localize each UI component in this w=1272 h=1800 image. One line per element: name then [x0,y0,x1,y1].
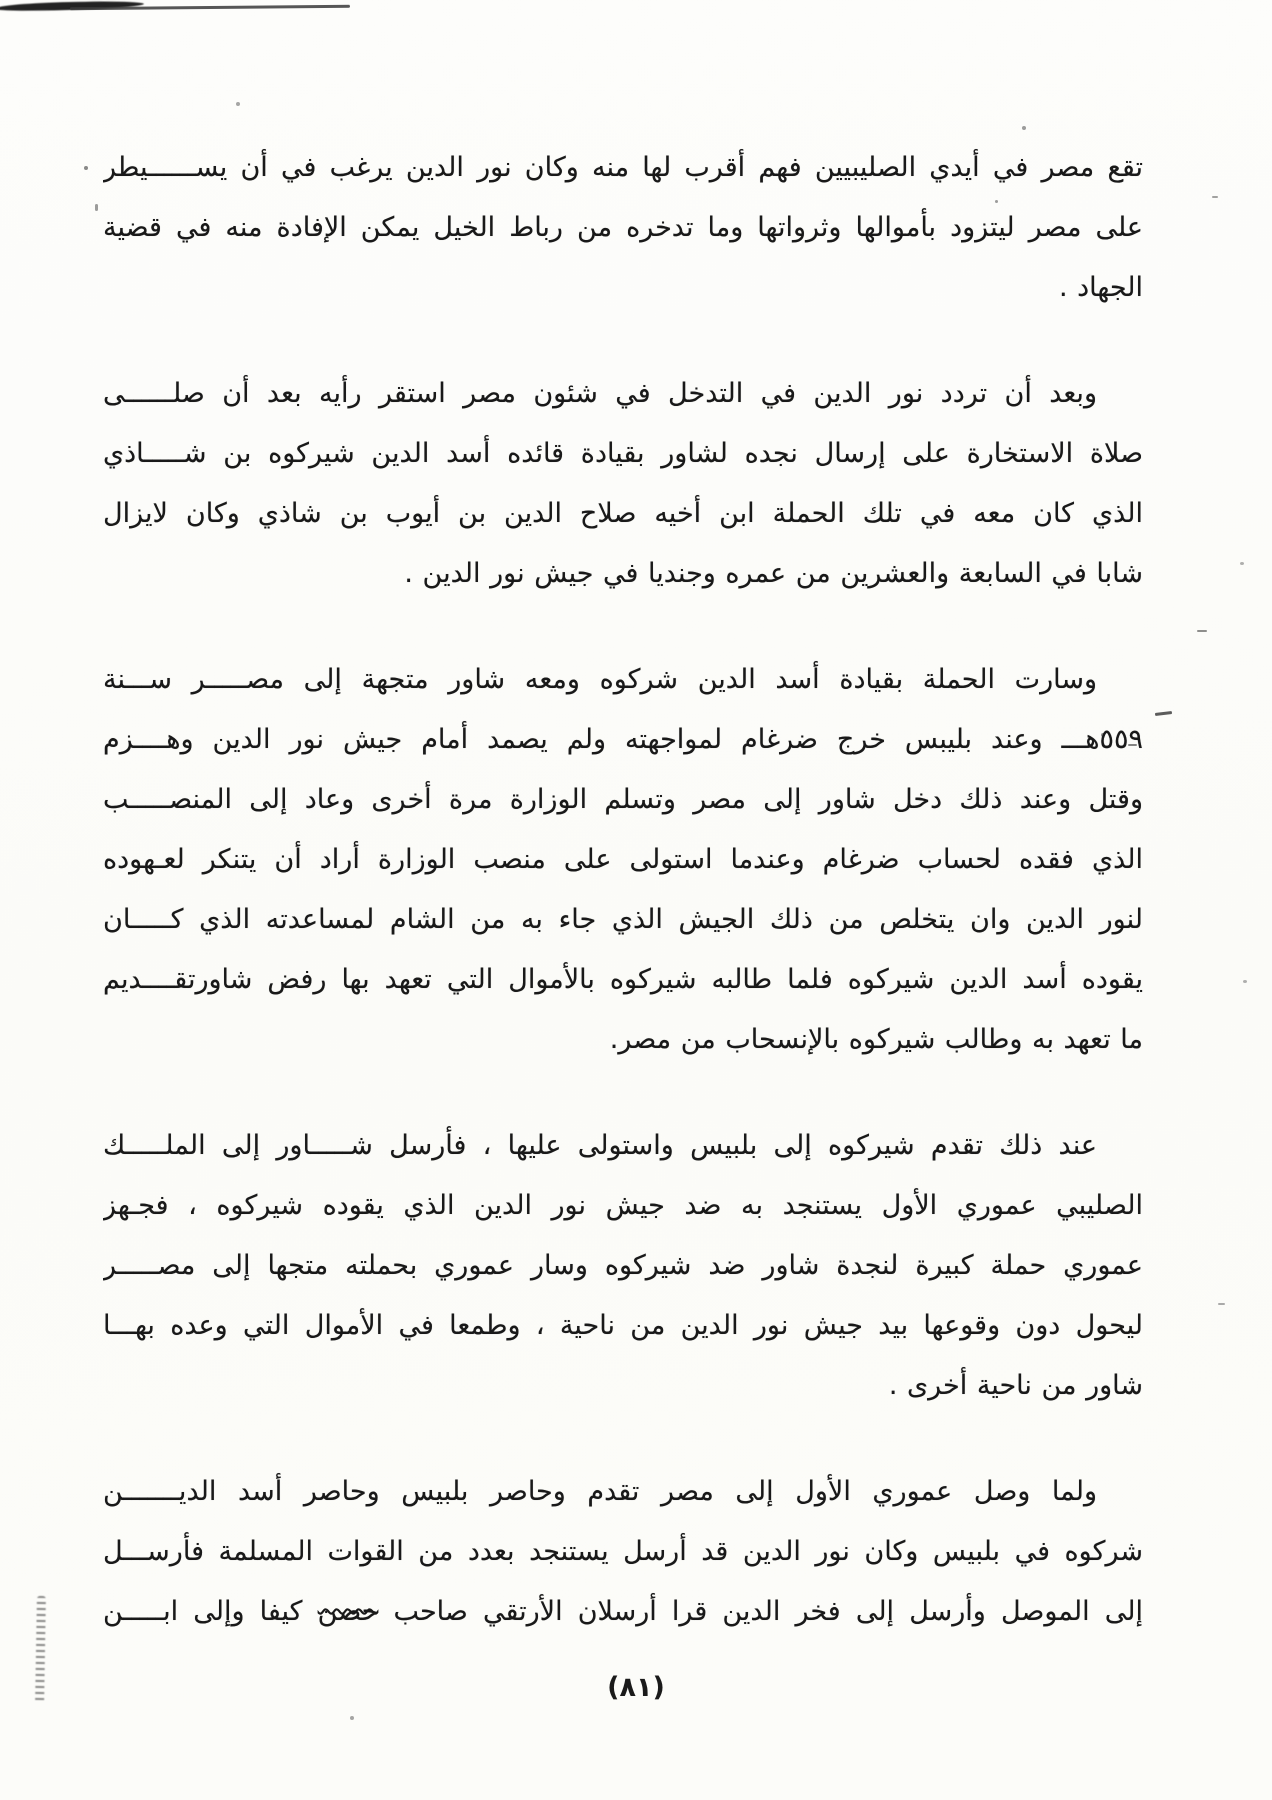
text-line: شابا في السابعة والعشرين من عمره وجنديا في جيش نور الدين . [404,558,1143,589]
struck-word: حصن [317,1596,379,1627]
text-line: شركوه في بلبيس وكان نور الدين قد أرسل يستنجد بعدد من القوات المسلمة فأرســـل [103,1536,1143,1567]
paragraph [103,1462,1143,1642]
text-line [103,1582,1143,1642]
scan-speck [84,166,88,170]
text-segment: إلى الموصل وأرسل إلى فخر الدين قرا أرسلان الأرتقي صاحب [378,1596,1143,1627]
text-line: الذي فقده لحساب ضرغام وعندما استولى على منصب الوزارة أراد أن يتنكر لعـهوده [103,844,1143,875]
margin-dash [1197,630,1207,632]
margin-dash [1218,1303,1225,1305]
scan-speck [95,204,98,211]
paragraph [103,364,1143,604]
scan-speck [1240,562,1244,565]
text-line: يقوده أسد الدين شيركوه فلما طالبه شيركوه بالأموال التي تعهد بها رفض شاورتقــــديم [103,964,1143,995]
text-line: الذي كان معه في تلك الحملة ابن أخيه صلاح الدين بن أيوب بن شاذي وكان لايزال [103,498,1143,529]
text-line: ليحول دون وقوعها بيد جيش نور الدين من ناحية ، وطمعا في الأموال التي وعده بهـــا [103,1310,1143,1341]
paragraph [103,1116,1143,1416]
text-line: وبعد أن تردد نور الدين في التدخل في شئون مصر استقر رأيه بعد أن صلــــــى [103,378,1097,409]
text-line: شاور من ناحية أخرى . [888,1370,1143,1401]
scan-speck [1022,126,1026,130]
text-line: صلاة الاستخارة على إرسال نجده لشاور بقيادة قائده أسد الدين شيركوه بن شـــــاذي [103,438,1143,469]
text-line: الصليبي عموري الأول يستنجد به ضد جيش نور الدين الذي يقوده شيركوه ، فجـهز [103,1190,1143,1221]
text-line: ما تعهد به وطالب شيركوه بالإنسحاب من مصر. [609,1024,1143,1055]
scan-speck [350,1716,354,1720]
scan-speck [1243,980,1247,983]
text-line: الجهاد . [1058,272,1143,303]
text-line: على مصر ليتزود بأموالها وثرواتها وما تدخره من رباط الخيل يمكن الإفادة منه في قضية [103,212,1143,243]
text-line: وسارت الحملة بقيادة أسد الدين شركوه ومعه شاور متجهة إلى مصـــــر ســـنة [103,664,1097,695]
text-line: عند ذلك تقدم شيركوه إلى بلبيس واستولى عليها ، فأرسل شـــــاور إلى الملـــــك [103,1130,1097,1161]
margin-dash [1155,711,1172,716]
text-segment: كيفا وإلى ابـــــن [103,1596,318,1627]
text-line: لنور الدين وان يتخلص من ذلك الجيش الذي جاء به من الشام لمساعدته الذي كـــــان [103,904,1143,935]
text-line: عموري حملة كبيرة لنجدة شاور ضد شيركوه وسار عموري بحملته متجها إلى مصـــــر [103,1250,1143,1281]
text-line: وقتل وعند ذلك دخل شاور إلى مصر وتسلم الوزارة مرة أخرى وعاد إلى المنصـــــب [103,784,1143,815]
text-line: ولما وصل عموري الأول إلى مصر تقدم وحاصر بلبيس وحاصر أسد الديـــــــن [103,1476,1097,1507]
text-line: ٥٥٩هـــ وعند بليبس خرج ضرغام لمواجهته ولم يصمد أمام جيش نور الدين وهــــزم [103,724,1143,755]
paragraph [103,138,1143,318]
scan-speck [236,102,240,106]
page-number: (٨١) [607,1672,665,1703]
paragraph [103,650,1143,1070]
margin-dash [1212,196,1218,198]
text-line: تقع مصر في أيدي الصليبيين فهم أقرب لها منه وكان نور الدين يرغب في أن يســــــيطر [103,152,1143,183]
text-block [103,138,1143,1642]
